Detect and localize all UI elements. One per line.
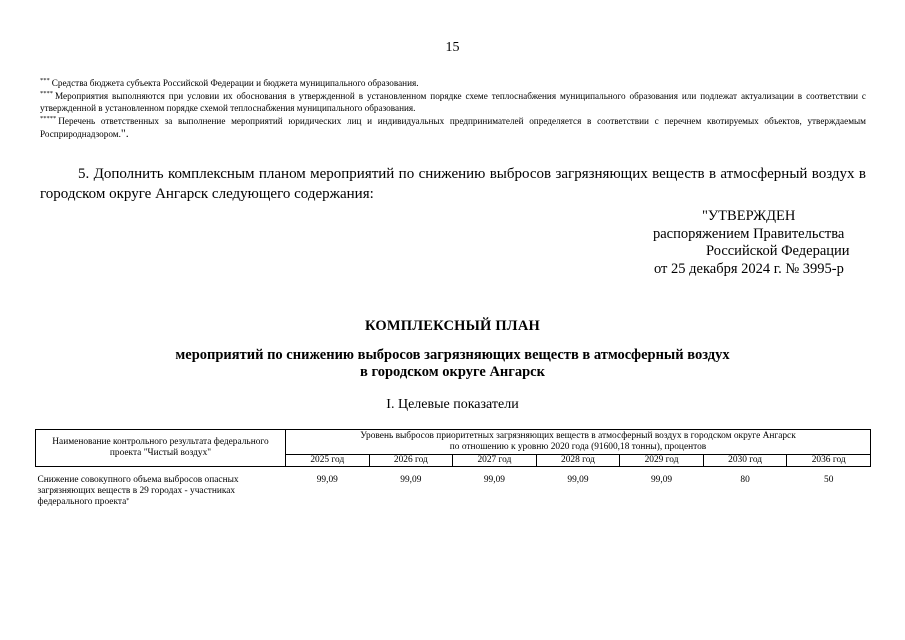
paragraph-5: 5. Дополнить комплексным планом мероприятий по снижению выбросов загрязняющих веществ в атмосферный воздух в городском округе Ангарск следующего содержания:: [40, 166, 866, 202]
result-name: Снижение совокупного объема выбросов опасных загрязняющих веществ в 29 городах - участниках федерального проекта: [37, 475, 239, 507]
footnote-item: [40, 90, 866, 114]
table-row: [36, 475, 871, 508]
footnote-item: [40, 115, 866, 140]
value-cell: 99,09: [650, 475, 673, 485]
plan-title: КОМПЛЕКСНЫЙ ПЛАН: [365, 318, 540, 334]
column-header-year: 2036 год: [787, 455, 871, 467]
footnote-mark: *****: [40, 115, 57, 122]
footnote-text: Мероприятия выполняются при условии их обоснования в утвержденной в установленном порядке схеме теплоснабжения муниципального образования или подлежат актуализации в соответствии с утвержденной в установленном порядке схемой теплоснабжения муниципального образования.: [40, 91, 866, 113]
value-cell: 50: [824, 475, 834, 485]
footnote-mark: ***: [40, 77, 50, 84]
footnote-mark: ****: [40, 90, 53, 97]
closing-quote: ".: [120, 126, 129, 140]
approved-date-number: от 25 декабря 2024 г. № 3995-р: [654, 260, 844, 277]
value-cell: 80: [740, 475, 750, 485]
value-cell: 99,09: [567, 475, 589, 485]
column-header-year: 2027 год: [453, 455, 537, 467]
result-name-cell: [36, 475, 286, 508]
value-cell: 99,09: [483, 475, 505, 485]
column-header-year: 2030 год: [703, 455, 787, 467]
approved-by: распоряжением Правительства: [653, 225, 845, 242]
value-cell: 99,09: [400, 475, 422, 485]
footnote-text: Средства бюджета субъекта Российской Федерации и бюджета муниципального образования.: [51, 78, 419, 88]
column-header-year: 2025 год: [286, 455, 370, 467]
plan-subtitle-line2: в городском округе Ангарск: [360, 364, 545, 380]
result-name-mark: *: [126, 498, 130, 504]
column-header-emission-level: [286, 430, 871, 455]
approved-heading: "УТВЕРЖДЕН: [702, 208, 796, 224]
footnote-text: Перечень ответственных за выполнение мероприятий юридических лиц и индивидуальных предпринимателей определяется в соответствии с перечнем квотируемых объектов, утверждаемым Росприроднадзором.: [40, 116, 866, 139]
column-header-year: 2029 год: [620, 455, 704, 467]
footnote-item: [40, 77, 866, 89]
group-header-line2: по отношению к уровню 2020 года (91600,18 тонны), процентов: [449, 442, 707, 452]
value-cell: 99,09: [316, 475, 338, 485]
target-indicators-table: [35, 429, 871, 508]
column-header-year: 2028 год: [536, 455, 620, 467]
approved-government: Российской Федерации: [706, 243, 850, 259]
group-header-line1: Уровень выбросов приоритетных загрязняющих веществ в атмосферный воздух в городском округе Ангарск: [360, 431, 796, 441]
table-spacer: [36, 467, 871, 476]
column-header-year: 2026 год: [369, 455, 453, 467]
footnotes: [40, 77, 866, 140]
approval-stamp: [600, 208, 905, 278]
section-title: I. Целевые показатели: [386, 397, 519, 412]
column-header-result-name: Наименование контрольного результата федерального проекта "Чистый воздух": [36, 430, 286, 467]
page-number: 15: [445, 40, 460, 55]
plan-subtitle-line1: мероприятий по снижению выбросов загрязняющих веществ в атмосферный воздух: [175, 347, 730, 363]
